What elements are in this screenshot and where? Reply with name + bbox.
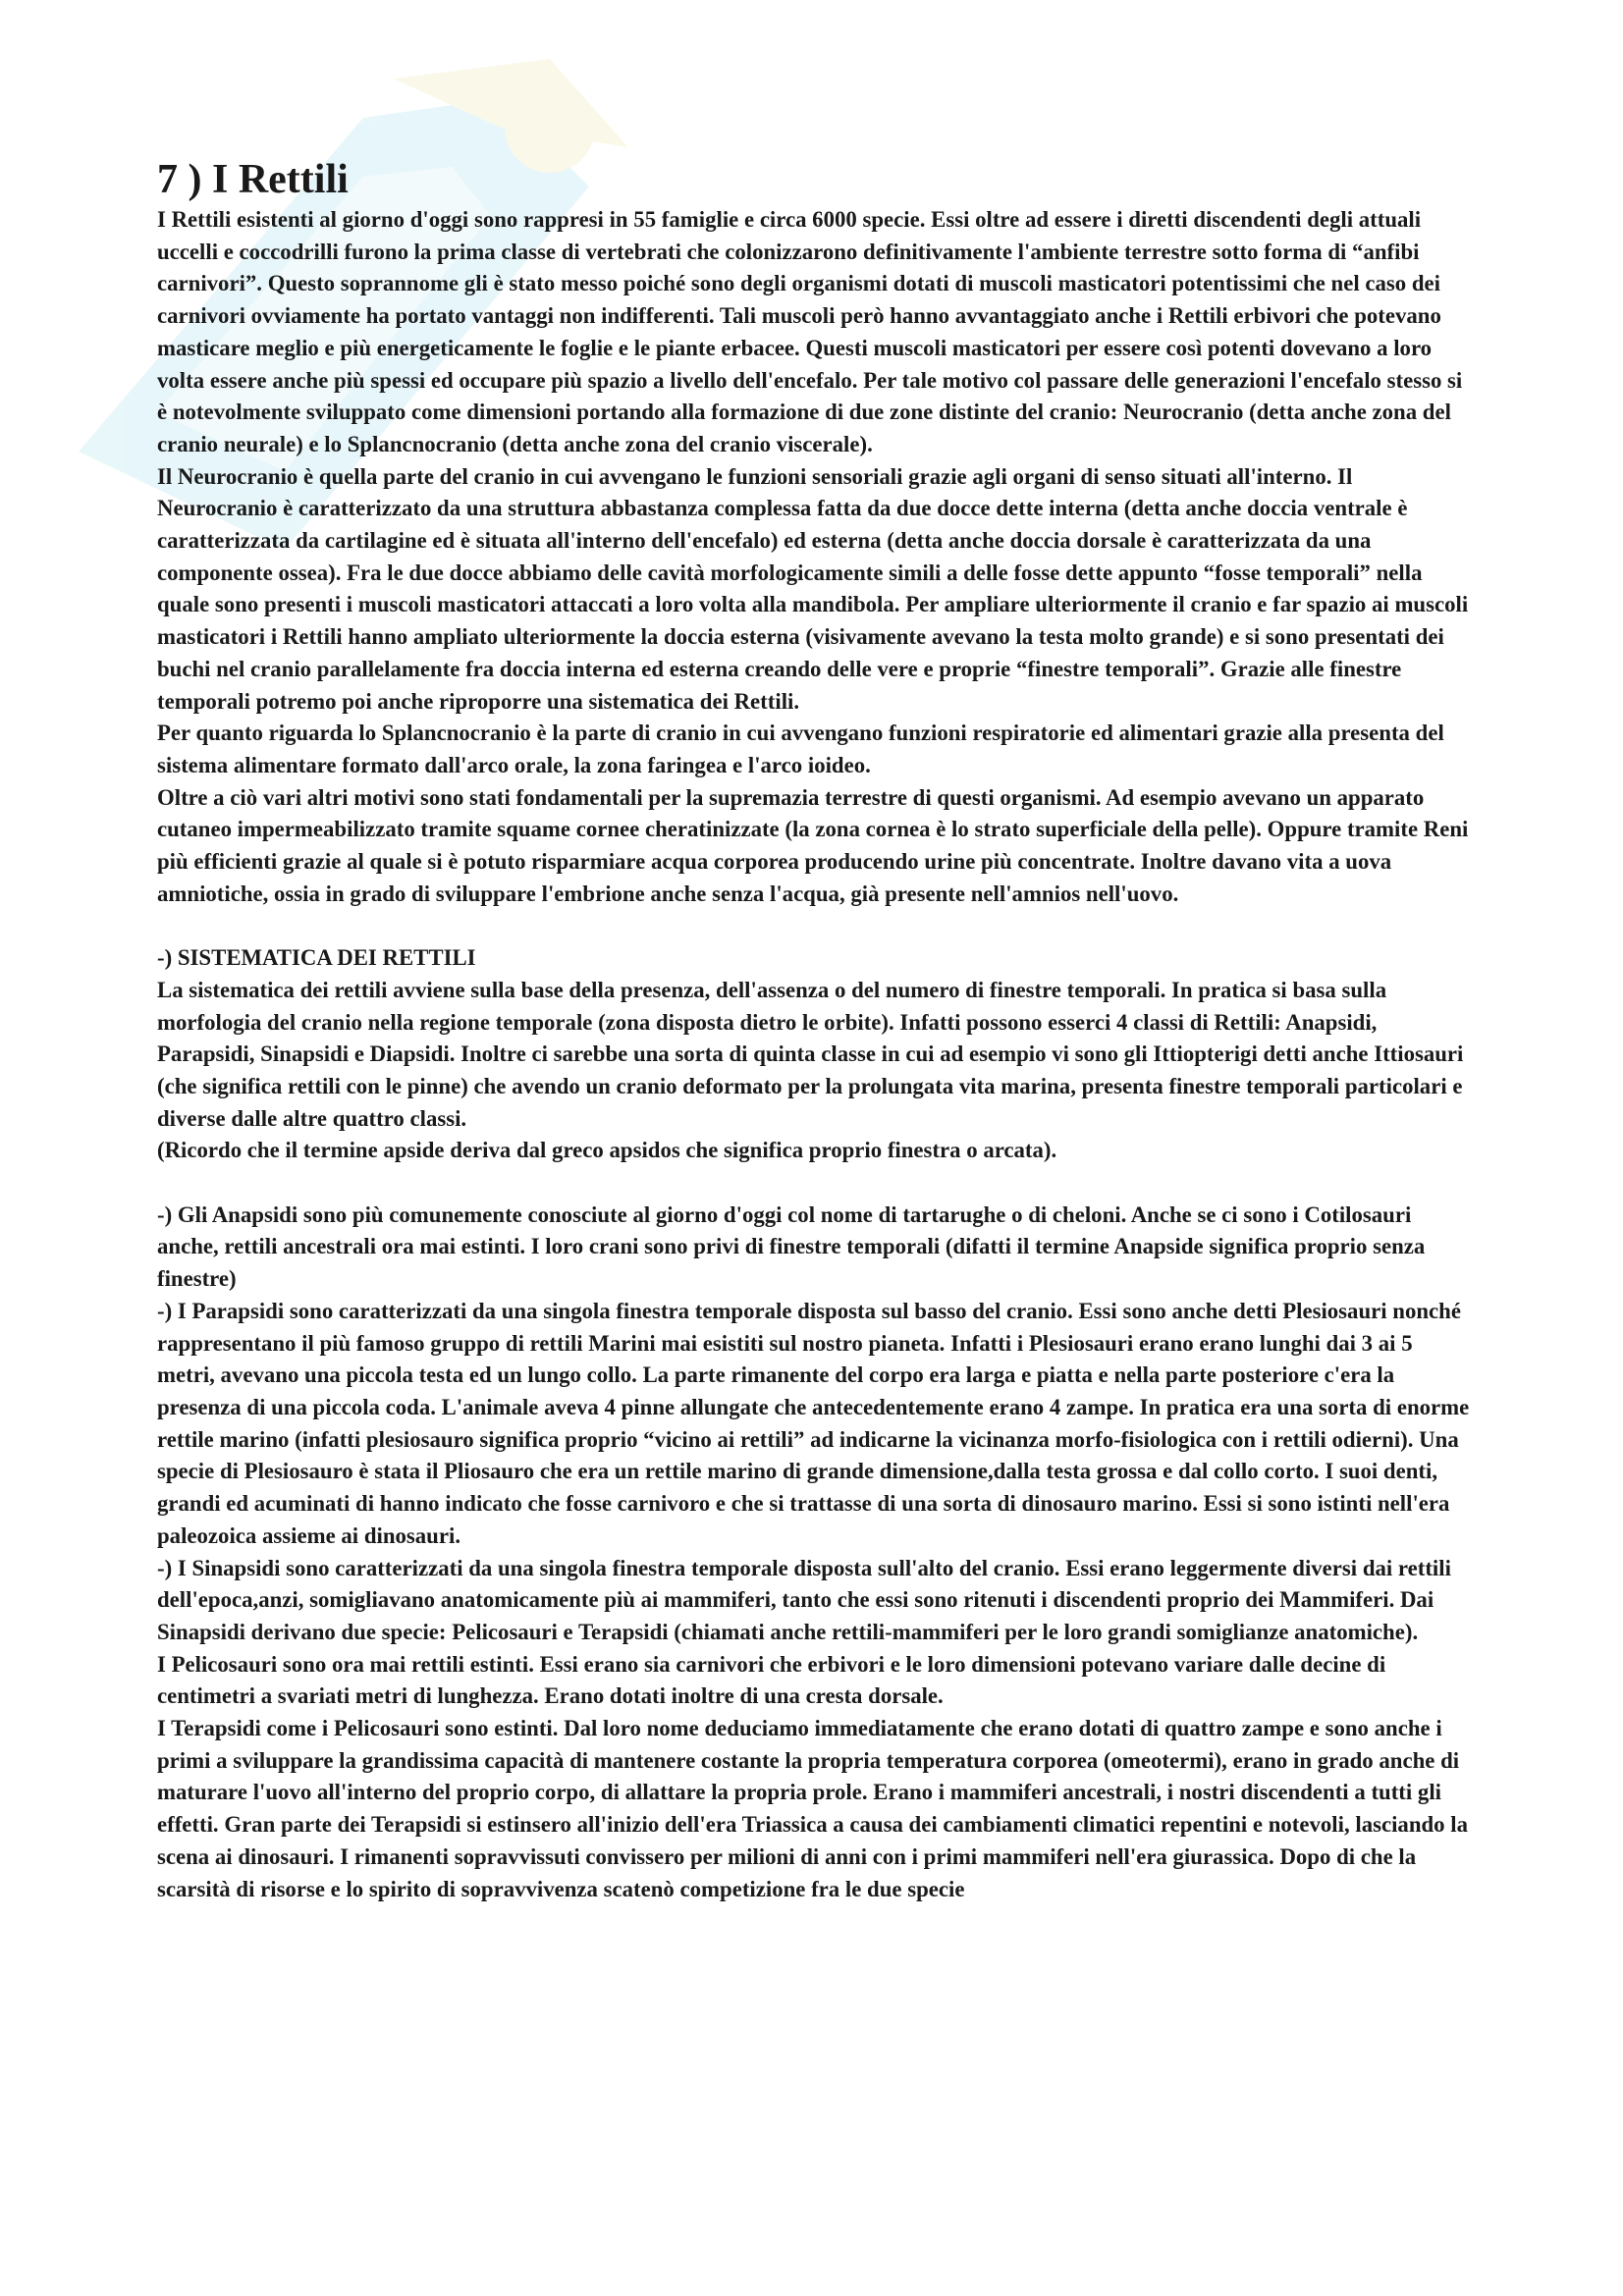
paragraph-pelicosauri: I Pelicosauri sono ora mai rettili estinti. Essi erano sia carnivori che erbivori e le loro dimensioni potevano variare dalle decine di centimetri a svariati metri di lunghezza. Erano dotati inoltre di una cresta dorsale. [157,1651,1386,1709]
paragraph-intro-1: I Rettili esistenti al giorno d'oggi sono rappresi in 55 famiglie e circa 6000 specie. Essi oltre ad essere i diretti discendenti degli attuali uccelli e coccodrilli furono la prima classe di vertebrati che colonizzarono definitivamente l'ambiente terrestre sotto forma di “anfibi carnivori”. Questo soprannome gli è stato messo poiché sono degli organismi dotati di muscoli masticatori potentissimi che nel caso dei carnivori ovviamente ha portato vantaggi non indifferenti. Tali muscoli però hanno avvantaggiato anche i Rettili erbivori che potevano masticare meglio e più energeticamente le foglie e le piante erbacee. Questi muscoli masticatori per essere così potenti dovevano a loro volta essere anche più spessi ed occupare più spazio a livello dell'encefalo. Per tale motivo col passare delle generazioni l'encefalo stesso si è notevolmente sviluppato come dimensioni portando alla formazione di due zone distinte del cranio: Neurocranio (detta anche zona del cranio neurale) e lo Splancnocranio (detta anche zona del cranio viscerale). [157,207,1463,456]
paragraph-intro-2: Il Neurocranio è quella parte del cranio in cui avvengano le funzioni sensoriali grazie agli organi di senso situati all'interno. Il Neurocranio è caratterizzato da una struttura abbastanza complessa fatta da due docce dette interna (detta anche doccia ventrale è caratterizzata da cartilagine ed è situata all'interno dell'encefalo) ed esterna (detta anche doccia dorsale è caratterizzata da una componente ossea). Fra le due docce abbiamo delle cavità morfologicamente simili a delle fosse dette appunto “fosse temporali” nella quale sono presenti i muscoli masticatori attaccati a loro volta alla mandibola. Per ampliare ulteriormente il cranio e far spazio ai muscoli masticatori i Rettili hanno ampliato ulteriormente la doccia esterna (visivamente avevano la testa molto grande) e si sono presentati dei buchi nel cranio parallelamente fra doccia interna ed esterna creando delle vere e proprie “finestre temporali”. Grazie alle finestre temporali potremo poi anche riproporre una sistematica dei Rettili. [157,463,1469,714]
paragraph-intro-3: Per quanto riguarda lo Splancnocranio è la parte di cranio in cui avvengano funzioni respiratorie ed alimentari grazie alla presenta del sistema alimentare formato dall'arco orale, la zona faringea e l'arco ioideo. [157,721,1444,777]
paragraph-sistematica-1: La sistematica dei rettili avviene sulla base della presenza, dell'assenza o del numero di finestre temporali. In pratica si basa sulla morfologia del cranio nella regione temporale (zona disposta dietro le orbite). Infatti possono esserci 4 classi di Rettili: Anapsidi, Parapsidi, Sinapsidi e Diapsidi. Inoltre ci sarebbe una sorta di quinta classe in cui ad esempio vi sono gli Ittiopterigi detti anche Ittiosauri (che significa rettili con le pinne) che avendo un cranio deformato per la prolungata vita marina, presenta finestre temporali particolari e diverse dalle altre quattro classi. [157,977,1464,1131]
paragraph-terapsidi: I Terapsidi come i Pelicosauri sono estinti. Dal loro nome deduciamo immediatamente che erano dotati di quattro zampe e sono anche i primi a sviluppare la grandissima capacità di mantenere costante la propria temperatura corporea (omeotermi), erano in grado anche di maturare l'uovo all'interno del proprio corpo, di allattare la propria prole. Erano i mammiferi ancestrali, i nostri discendenti a tutti gli effetti. Gran parte dei Terapsidi si estinsero all'inizio dell'era Triassica a causa dei cambiamenti climatici repentini e notevoli, lasciando la scena ai dinosauri. I rimanenti sopravvissuti convissero per milioni di anni con i primi mammiferi nell'era giurassica. Dopo di che la scarsità di risorse e lo spirito di sopravvivenza scatenò competizione fra le due specie [157,1716,1469,1901]
document-page [157,155,1473,1905]
paragraph-sinapsidi: -) I Sinapsidi sono caratterizzati da una singola finestra temporale disposta sull'alto del cranio. Essi erano leggermente diversi dai rettili dell'epoca,anzi, somigliavano anatomicamente più ai mammiferi, tanto che essi sono ritenuti i discendenti proprio dei Mammiferi. Dai Sinapsidi derivano due specie: Pelicosauri e Terapsidi (chiamati anche rettili-mammiferi per le loro grandi somiglianze anatomiche). [157,1555,1451,1644]
paragraph-parapsidi: -) I Parapsidi sono caratterizzati da una singola finestra temporale disposta sul basso del cranio. Essi sono anche detti Plesiosauri nonché rappresentano il più famoso gruppo di rettili Marini mai esistiti sul nostro pianeta. Infatti i Plesiosauri erano erano lunghi dai 3 ai 5 metri, avevano una piccola testa ed un lungo collo. La parte rimanente del corpo era larga e piatta e nella parte posteriore c'era la presenza di una piccola coda. L'animale aveva 4 pinne allungate che antecedentemente erano 4 zampe. In pratica era una sorta di enorme rettile marino (infatti plesiosauro significa proprio “vicino ai rettili” ad indicarne la vicinanza morfo-fisiologica con i rettili odierni). Una specie di Plesiosauro è stata il Pliosauro che era un rettile marino di grande dimensione,dalla testa grossa e dal collo corto. I suoi denti, grandi ed acuminati di hanno indicato che fosse carnivoro e che si trattasse di una sorta di dinosauro marino. Essi si sono istinti nell'era paleozoica assieme ai dinosauri. [157,1298,1470,1548]
paragraph-sistematica-2: (Ricordo che il termine apside deriva dal greco apsidos che significa proprio finestra o arcata). [157,1138,1057,1163]
paragraph-gap [157,910,1473,942]
paragraph-gap [157,1167,1473,1200]
section-heading: -) SISTEMATICA DEI RETTILI [157,945,476,971]
paragraph-intro-4: Oltre a ciò vari altri motivi sono stati fondamentali per la supremazia terrestre di questi organismi. Ad esempio avevano un apparato cutaneo impermeabilizzato tramite squame cornee cheratinizzate (la zona cornea è lo strato superficiale della pelle). Oppure tramite Reni più efficienti grazie al quale si è potuto risparmiare acqua corporea producendo urine più concentrate. Inoltre davano vita a uova amniotiche, ossia in grado di sviluppare l'embrione anche senza l'acqua, già presente nell'amnios nell'uovo. [157,784,1469,906]
paragraph-anapsidi: -) Gli Anapsidi sono più comunemente conosciute al giorno d'oggi col nome di tartarughe o di cheloni. Anche se ci sono i Cotilosauri anche, rettili ancestrali ora mai estinti. I loro crani sono privi di finestre temporali (difatti il termine Anapside significa proprio senza finestre) [157,1201,1426,1292]
page-title: 7 ) I Rettili [157,157,349,202]
